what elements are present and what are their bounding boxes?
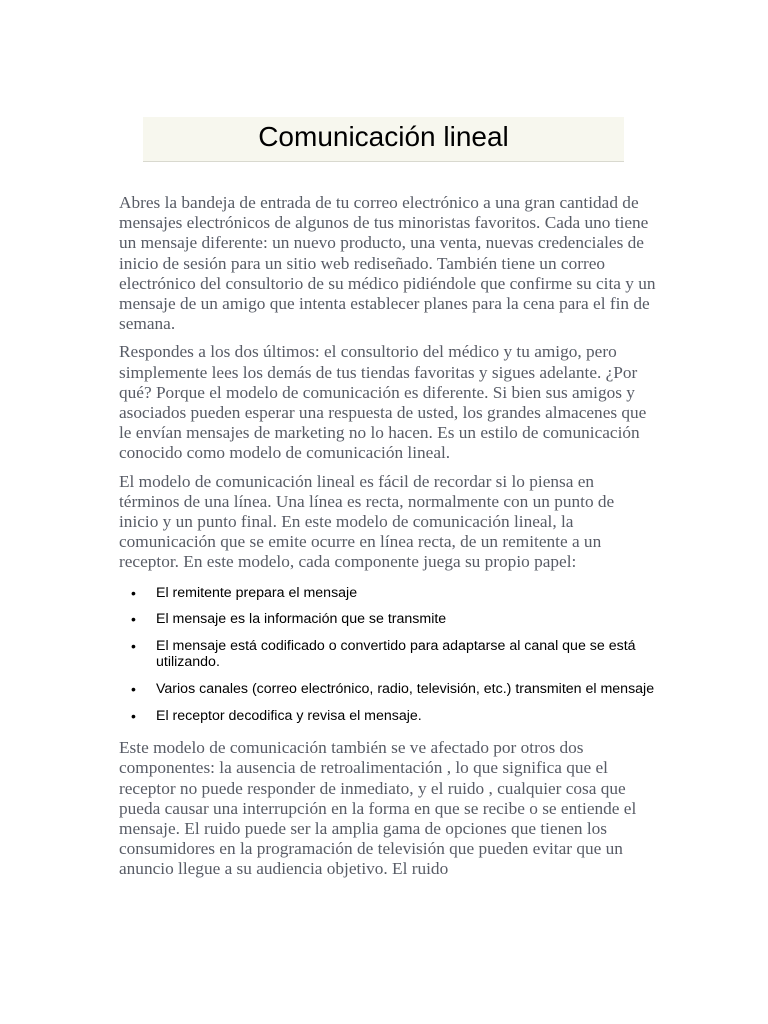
paragraph: Abres la bandeja de entrada de tu correo electrónico a una gran cantidad de mensajes electrónicos de algunos de tus minoristas favoritos. Cada uno tiene un mensaje diferente: un nuevo producto, una venta, nuevas credenciales de inicio de sesión para un sitio web rediseñado. También tiene un correo electrónico del consultorio de su médico pidiéndole que confirme su cita y un mensaje de un amigo que intenta establecer planes para la cena para el fin de semana. bbox=[119, 193, 656, 334]
bullet-icon: • bbox=[131, 584, 136, 601]
list-item bbox=[119, 611, 666, 628]
bullet-icon: • bbox=[131, 681, 136, 698]
bullet-icon: • bbox=[131, 707, 136, 724]
list-item-text: El mensaje está codificado o convertido para adaptarse al canal que se está utilizando. bbox=[156, 637, 636, 671]
list-item bbox=[119, 638, 666, 671]
bullet-list bbox=[119, 585, 657, 725]
title-banner bbox=[143, 117, 624, 162]
bullet-icon: • bbox=[131, 611, 136, 628]
list-item-text: El mensaje es la información que se transmite bbox=[156, 611, 447, 628]
list-item bbox=[119, 585, 666, 602]
document-title: Comunicación lineal bbox=[258, 121, 509, 152]
list-item-text: Varios canales (correo electrónico, radio, televisión, etc.) transmiten el mensaje bbox=[156, 681, 655, 698]
list-item bbox=[119, 681, 666, 698]
paragraph: Respondes a los dos últimos: el consultorio del médico y tu amigo, pero simplemente lees los demás de tus tiendas favoritas y sigues adelante. ¿Por qué? Porque el modelo de comunicación es diferente. Si bien sus amigos y asociados pueden esperar una respuesta de usted, los grandes almacenes que le envían mensajes de marketing no lo hacen. Es un estilo de comunicación conocido como modelo de comunicación lineal. bbox=[119, 342, 647, 463]
list-item-text: El receptor decodifica y revisa el mensaje. bbox=[156, 707, 422, 724]
document-body bbox=[119, 193, 657, 888]
paragraph: Este modelo de comunicación también se ve afectado por otros dos componentes: la ausencia de retroalimentación , lo que significa que el receptor no puede responder de inmediato, y el ruido , cualquier cosa que pueda causar una interrupción en la forma en que se recibe o se entiende el mensaje. El ruido puede ser la amplia gama de opciones que tienen los consumidores en la programación de televisión que pueden evitar que un anuncio llegue a su audiencia objetivo. El ruido bbox=[119, 738, 637, 879]
paragraph: El modelo de comunicación lineal es fácil de recordar si lo piensa en términos de una línea. Una línea es recta, normalmente con un punto de inicio y un punto final. En este modelo de comunicación lineal, la comunicación que se emite ocurre en línea recta, de un remitente a un receptor. En este modelo, cada componente juega su propio papel: bbox=[119, 471, 615, 572]
list-item bbox=[119, 708, 666, 725]
list-item-text: El remitente prepara el mensaje bbox=[156, 584, 358, 601]
bullet-icon: • bbox=[131, 637, 136, 654]
